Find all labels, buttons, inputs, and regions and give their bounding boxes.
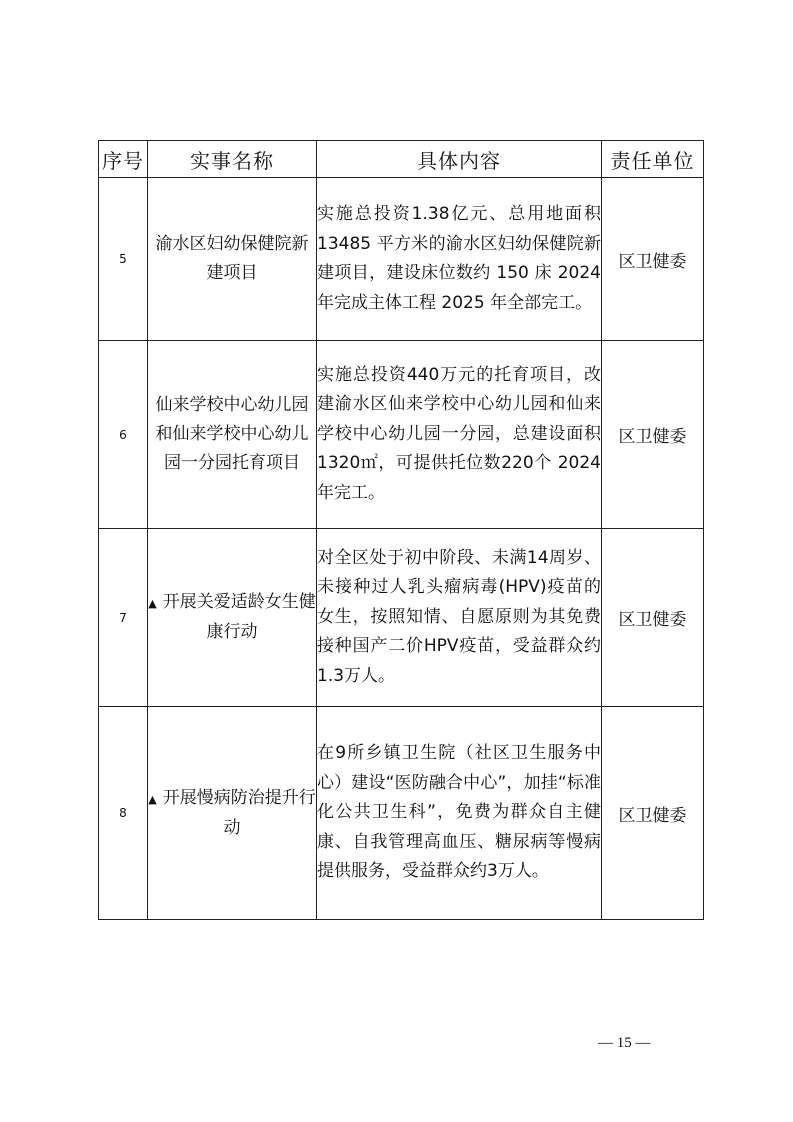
table-row [99,707,704,920]
header-content: 具体内容 [317,141,602,178]
row-content: 实施总投资440万元的托育项目，改建渝水区仙来学校中心幼儿园和仙来学校中心幼儿园一分园，总建设面积1320㎡，可提供托位数220个 2024年完工。 [317,341,602,529]
triangle-marker-icon: ▲ [148,792,157,806]
row-name [148,341,317,529]
row-unit: 区卫健委 [602,178,704,341]
row-unit: 区卫健委 [602,341,704,529]
triangle-marker-icon: ▲ [148,597,157,610]
table-row [99,341,704,529]
row-content: 在9所乡镇卫生院（社区卫生服务中心）建设“医防融合中心”，加挂“标准化公共卫生科”，免费为群众自主健康、自我管理高血压、糖尿病等慢病提供服务，受益群众约3万人。 [317,707,602,920]
page-number: — 15 — [598,1035,651,1051]
projects-table [98,140,704,920]
row-content: 实施总投资1.38亿元、总用地面积 13485 平方米的渝水区妇幼保健院新建项目，建设床位数约 150 床 2024 年完成主体工程 2025 年全部完工。 [317,178,602,341]
table-row [99,178,704,341]
row-name [148,707,317,920]
row-index: 6 [99,341,148,529]
row-name-text: 开展慢病防治提升行动 [162,787,316,838]
row-unit: 区卫健委 [602,707,704,920]
table-row [99,529,704,707]
header-name: 实事名称 [148,141,317,178]
table-header-row [99,141,704,178]
row-index: 7 [99,529,148,707]
row-content: 对全区处于初中阶段、未满14周岁、未接种过人乳头瘤病毒(HPV)疫苗的女生，按照知情、自愿原则为其免费接种国产二价HPV疫苗，受益群众约1.3万人。 [317,529,602,707]
row-index: 8 [99,707,148,920]
row-name-text: 开展关爱适龄女生健康行动 [162,592,316,642]
row-name [148,178,317,341]
row-name-text: 仙来学校中心幼儿园和仙来学校中心幼儿园一分园托育项目 [155,395,309,473]
row-index: 5 [99,178,148,341]
row-name-text: 渝水区妇幼保健院新建项目 [155,234,309,283]
header-unit: 责任单位 [602,141,704,178]
row-unit: 区卫健委 [602,529,704,707]
header-index: 序号 [99,141,148,178]
row-name [148,529,317,707]
